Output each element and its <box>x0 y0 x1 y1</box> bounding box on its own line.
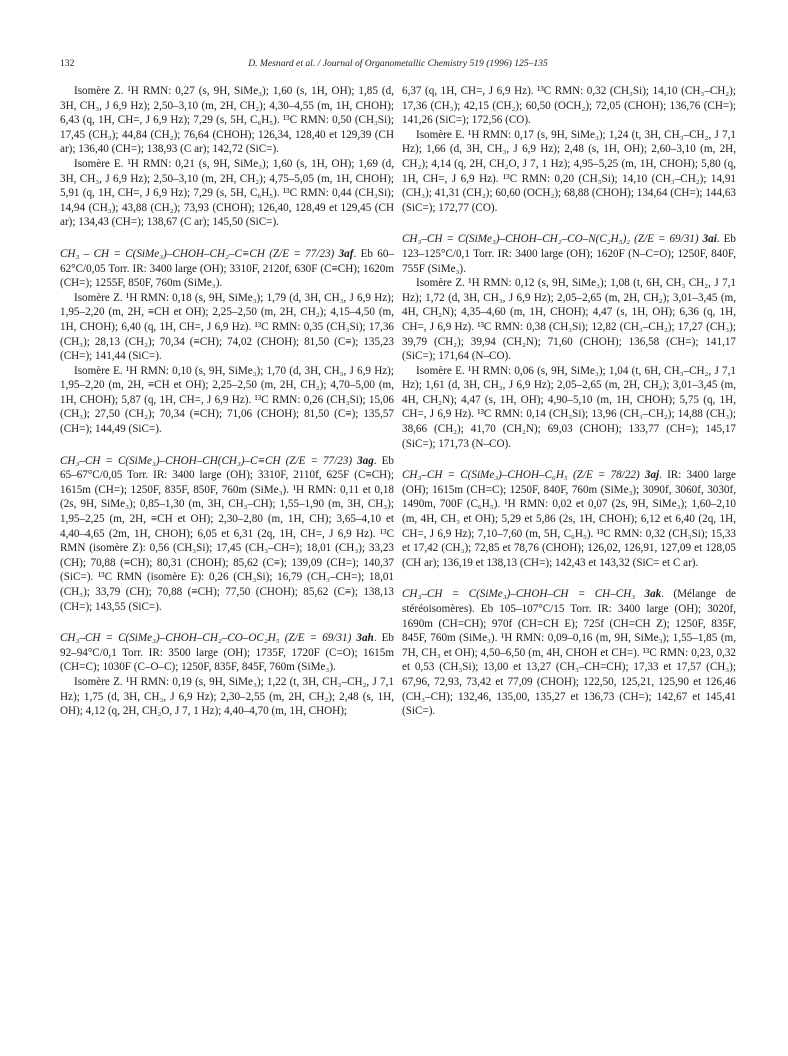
compound-number: 3ak <box>644 588 662 601</box>
spectral-data-paragraph: Isomère E. ¹H RMN: 0,21 (s, 9H, SiMe₃); 1,60 (s, 1H, OH); 1,69 (d, 3H, CH₃, J 6,9 Hz); 2,50–3,10 (m, 2H, CH₂); 4,75–5,05 (m, 1H, CHOH); 5,91 (q, 1H, CH=, J 6,9 Hz); 7,29 (s, 5H, C₆H₅). ¹³C RMN: 0,44 (CH₃Si); 14,94 (CH₃); 43,88 (CH₂); 73,93 (CHOH); 126,40, 128,49 et 129,45 (CH ar); 134,43 (CH=); 138,67 (C ar); 145,50 (SiC=). <box>60 157 394 229</box>
right-column <box>402 84 736 736</box>
compound-properties: . Eb 92–94°C/0,1 Torr. IR: 3500 large (OH); 1735F, 1720F (C=O); 1615m (CH=C); 1030F (C–O–C); 1250F, 835F, 845F, 760m (SiMe₃). <box>60 632 394 674</box>
compound-heading <box>402 232 736 276</box>
compound-formula: CH₃ – CH = C(SiMe₃)–CHOH–CH₂–C≡CH (Z/E = 77/23) <box>60 247 335 260</box>
spectral-data-paragraph: Isomère E. ¹H RMN: 0,10 (s, 9H, SiMe₃); 1,70 (d, 3H, CH₃, J 6,9 Hz); 1,95–2,20 (m, 2H, ≡CH et OH); 2,25–2,50 (m, 2H, CH₂); 4,70–5,00 (m, 1H, CHOH); 5,87 (q, 1H, CH=, J 6,9 Hz). ¹³C RMN: 0,26 (CH₃Si); 15,06 (CH₃); 27,50 (CH₂); 70,34 (≡CH); 71,06 (CHOH); 81,50 (C≡); 135,57 (CH=); 144,49 (SiC=). <box>60 364 394 436</box>
compound-formula: CH₃–CH = C(SiMe₃)–CHOH–CH₂–CO–OC₂H₅ (Z/E = 69/31) <box>60 632 352 645</box>
spectral-data-paragraph: 6,37 (q, 1H, CH=, J 6,9 Hz). ¹³C RMN: 0,32 (CH₃Si); 14,10 (CH₃–CH₂); 17,36 (CH₃); 42,15 (CH₂); 60,50 (OCH₂); 72,05 (CHOH); 136,76 (CH=); 141,26 (SiC=); 172,56 (CO). <box>402 85 736 127</box>
spectral-data-paragraph: Isomère Z. ¹H RMN: 0,18 (s, 9H, SiMe₃); 1,79 (d, 3H, CH₃, J 6,9 Hz); 1,95–2,20 (m, 2H, ≡CH et OH); 2,25–2,50 (m, 2H, CH₂); 4,15–4,50 (m, 1H, CHOH); 6,40 (q, 1H, CH=, J 6,9 Hz). ¹³C RMN: 0,35 (CH₃Si); 17,36 (CH₃); 28,13 (CH₂); 70,34 (≡CH); 74,02 (CHOH); 81,50 (C≡); 135,23 (CH=); 141,44 (SiC=). <box>60 291 394 363</box>
compound-entry <box>60 454 394 615</box>
compound-number: 3af <box>338 247 354 260</box>
compound-heading <box>402 587 736 718</box>
compound-number: 3aj <box>644 469 660 482</box>
spectral-data-paragraph: Isomère Z. ¹H RMN: 0,27 (s, 9H, SiMe₃); 1,60 (s, 1H, OH); 1,85 (d, 3H, CH₃, J 6,9 Hz); 2,50–3,10 (m, 2H, CH₂); 4,30–4,55 (m, 1H, CHOH); 6,43 (q, 1H, CH=, J 6,9 Hz); 7,29 (s, 5H, C₆H₅). ¹³C RMN: 0,50 (CH₃Si); 17,45 (CH₃); 44,84 (CH₂); 76,64 (CHOH); 126,34, 128,40 et 129,39 (CH ar); 136,40 (CH=); 138,93 (C ar); 142,72 (SiC=). <box>60 85 394 156</box>
journal-reference: D. Mesnard et al. / Journal of Organometallic Chemistry 519 (1996) 125–135 <box>248 58 548 69</box>
compound-formula: CH₃–CH = C(SiMe₃)–CHOH–CH = CH–CH₃ <box>402 588 636 601</box>
compound-entry <box>402 84 736 215</box>
compound-entry <box>60 631 394 719</box>
compound-entry <box>402 468 736 570</box>
compound-properties: . Eb 60–62°C/0,05 Torr. IR: 3400 large (OH); 3310F, 2120f, 630F (C≡CH); 1620m (CH=); 1255F, 850F, 760m (SiMe₃). <box>60 247 394 290</box>
page-number: 132 <box>60 58 75 69</box>
compound-properties: . Eb 65–67°C/0,05 Torr. IR: 3400 large (OH); 3310F, 2110f, 625F (C≡CH); 1615m (CH=); 1250F, 835F, 850F, 760m (SiMe₃). ¹H RMN: 0,11 et 0,18 (2s, 9H, SiMe₃); 0,85–1,30 (m, 3H, CH₃–CH); 1,55–1,90 (m, 3H, CH₃); 1,95–2,25 (m, 2H, ≡CH et OH); 2,30–2,80 (m, 1H, CH); 3,65–4,10 et 4,40–4,65 (2m, 1H, CHOH); 6,05 et 6,31 (2q, 1H, CH=, J 6,9 Hz). ¹³C RMN (isomère Z): 0,56 (CH₃Si); 17,45 (CH₃–CH=); 18,01 (CH₃); 33,23 (CH); 70,88 (≡CH); 80,31 (CHOH); 85,62 (C≡); 139,09 (CH=); 140,37 (SiC=). ¹³C RMN (isomère E): 0,26 (CH₃Si); 16,79 (CH₃–CH=); 18,01 (CH₃); 33,79 (CH); 70,88 (≡CH); 77,50 (CHOH); 85,62 (C≡); 138,13 (CH=); 143,55 (SiC=). <box>60 454 394 613</box>
compound-properties: . Eb 123–125°C/0,1 Torr. IR: 3400 large (OH); 1620F (N–C=O); 1250F, 840F, 755F (SiMe₃). <box>402 233 737 275</box>
compound-number: 3ah <box>356 632 374 645</box>
spectral-data-paragraph: Isomère E. ¹H RMN: 0,17 (s, 9H, SiMe₃); 1,24 (t, 3H, CH₃–CH₂, J 7,1 Hz); 1,66 (d, 3H, CH₃, J 6,9 Hz); 2,48 (s, 1H, OH); 2,60–3,10 (m, 2H, CH₂); 4,14 (q, 2H, CH₂O, J 7, 1 Hz); 4,95–5,25 (m, 1H, CHOH); 5,80 (q, 1H, CH=, J 6,9 Hz). ¹³C RMN: 0,20 (CH₃Si); 14,10 (CH₃–CH₂); 14,91 (CH₃); 41,31 (CH₂); 60,60 (OCH₂); 68,88 (CHOH); 134,64 (CH=); 144,63 (SiC=); 172,77 (CO). <box>402 128 736 214</box>
compound-formula: CH₃–CH = C(SiMe₃)–CHOH–CH₂–CO–N(C₂H₅)₂ (Z/E = 69/31) <box>402 233 699 246</box>
compound-heading <box>60 247 394 291</box>
compound-number: 3ai <box>702 233 717 246</box>
spectral-data-paragraph: Isomère Z. ¹H RMN: 0,12 (s, 9H, SiMe₃); 1,08 (t, 6H, CH₃ CH₂, J 7,1 Hz); 1,72 (d, 3H, CH₃, J 6,9 Hz); 2,05–2,65 (m, 2H, CH₂); 3,01–3,45 (m, 4H, CH₂N); 4,35–4,60 (m, 1H, CHOH); 4,47 (s, 1H, OH); 6,36 (q, 1H, CH=, J 6,9 Hz). ¹³C RMN: 0,38 (CH₃Si); 12,82 (CH₃–CH₂); 17,27 (CH₃); 39,79 (CH₂); 39,94 (CH₂N); 71,60 (CHOH); 136,58 (CH=); 141,17 (SiC=); 171,64 (N–CO). <box>402 277 736 363</box>
spectral-data-paragraph: Isomère Z. ¹H RMN: 0,19 (s, 9H, SiMe₃); 1,22 (t, 3H, CH₃–CH₂, J 7,1 Hz); 1,75 (d, 3H, CH₃, J 6,9 Hz); 2,30–2,55 (m, 2H, CH₂); 2,48 (s, 1H, OH); 4,12 (q, 2H, CH₂O, J 7, 1 Hz); 4,40–4,70 (m, 1H, CHOH); <box>60 675 394 718</box>
spectral-data-paragraph: Isomère E. ¹H RMN: 0,06 (s, 9H, SiMe₃); 1,04 (t, 6H, CH₃–CH₂, J 7,1 Hz); 1,61 (d, 3H, CH₃, J 6,9 Hz); 2,05–2,65 (m, 2H, CH₂); 3,01–3,45 (m, 4H, CH₂N); 4,47 (s, 1H, OH); 4,90–5,10 (m, 1H, CHOH); 5,75 (q, 1H, CH=, J 6,9 Hz). ¹³C RMN: 0,14 (CH₃Si); 13,96 (CH₃–CH₂); 14,88 (CH₃); 38,66 (CH₂); 41,70 (CH₂N); 69,03 (CHOH); 133,77 (CH=); 145,17 (SiC=); 171,73 (N–CO). <box>402 364 736 450</box>
compound-entry <box>60 84 394 230</box>
compound-properties: . IR: 3400 large (OH); 1615m (CH=C); 1250F, 840F, 760m (SiMe₃); 3090f, 3060f, 3030f, 1490m, 700F (C₆H₅). ¹H RMN: 0,02 et 0,07 (2s, 9H, SiMe₃); 1,60–2,10 (m, 4H, CH₃ et OH); 5,29 et 5,86 (2s, 1H, CHOH); 6,12 et 6,40 (2q, 1H, CH=, J 6,9 Hz); 7,10–7,60 (m, 5H, C₆H₅). ¹³C RMN: 0,32 (CH₃Si); 15,33 et 17,42 (CH₃); 72,85 et 78,76 (CHOH); 126,02, 126,91, 127,09 et 128,05 (CH ar); 136,19 et 138,13 (CH=); 142,43 et 143,32 (SiC= et C ar). <box>402 469 736 569</box>
compound-formula: CH₃–CH = C(SiMe₃)–CHOH–CH(CH₃)–C≡CH (Z/E = 77/23) <box>60 454 353 467</box>
compound-entry <box>402 232 736 451</box>
compound-properties: . (Mélange de stéréoisomères). Eb 105–107°C/15 Torr. IR: 3400 large (OH); 3020f, 1690m (CH=CH); 970f (CH=CH E); 725f (CH=CH Z); 1250F, 835F, 845F, 760m (SiMe₃). ¹H RMN: 0,09–0,16 (m, 9H, SiMe₃); 1,55–1,85 (m, 7H, CH₃ et OH); 4,50–6,50 (m, 4H, CHOH et CH=). ¹³C RMN: 0,23, 0,32 et 0,53 (CH₃Si); 13,00 et 13,27 (CH₃–CH=CH); 17,33 et 17,57 (CH₃); 67,96, 72,93, 73,42 et 77,09 (CHOH); 122,50, 125,21, 125,90 et 126,46 (CH₃–CH); 132,46, 135,00, 135,27 et 136,73 (CH=); 142,67 et 145,41 (SiC=). <box>402 588 736 718</box>
compound-heading <box>60 454 394 615</box>
compound-formula: CH₃–CH = C(SiMe₃)–CHOH–C₆H₅ (Z/E = 78/22) <box>402 469 640 482</box>
compound-heading <box>60 631 394 675</box>
compound-number: 3ag <box>357 454 374 467</box>
left-column <box>60 84 394 736</box>
compound-entry <box>402 587 736 718</box>
running-head <box>60 58 736 72</box>
compound-entry <box>60 247 394 437</box>
compound-heading <box>402 468 736 570</box>
